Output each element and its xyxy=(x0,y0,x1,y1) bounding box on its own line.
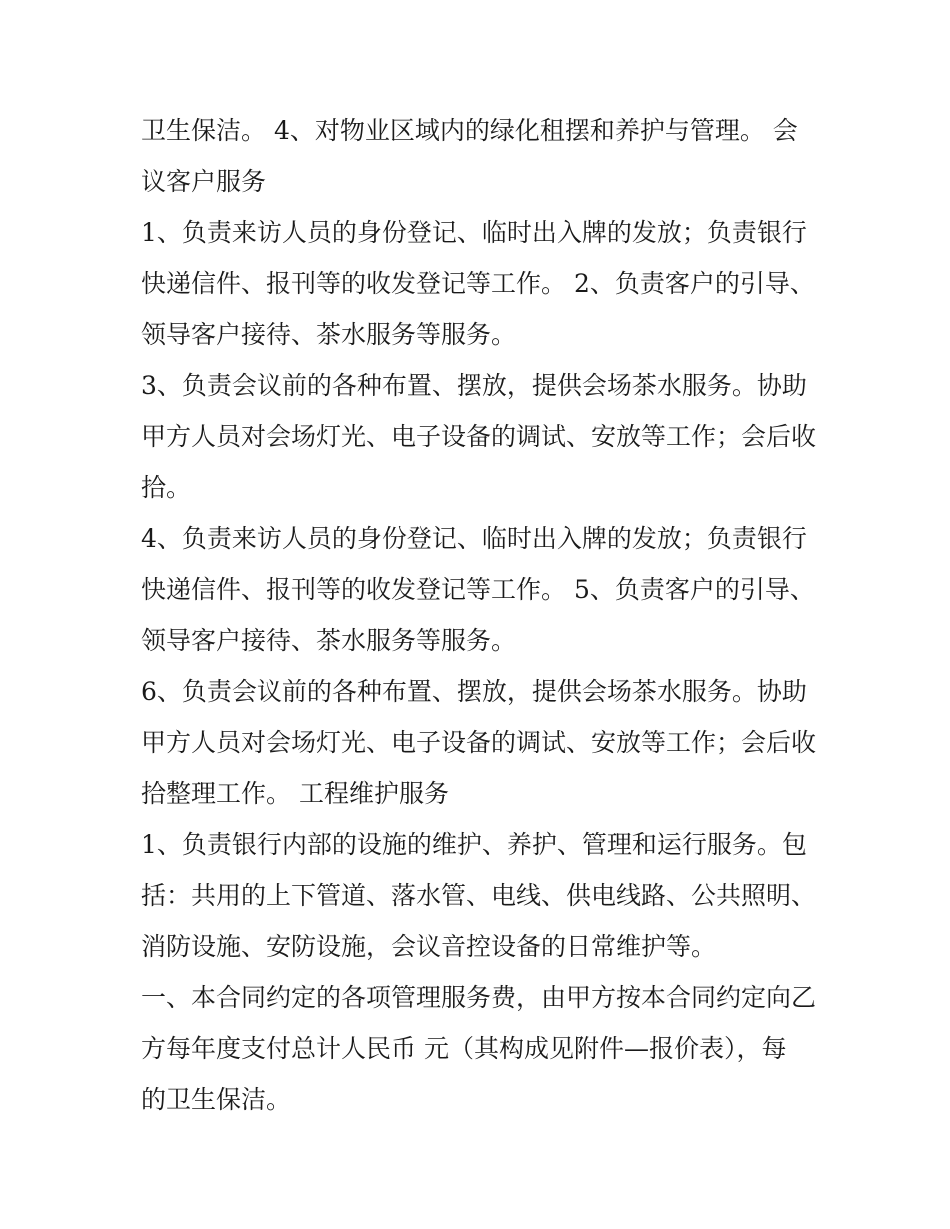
text-line: 括：共用的上下管道、落水管、电线、供电线路、公共照明、 xyxy=(141,881,817,910)
text-line: 甲方人员对会场灯光、电子设备的调试、安放等工作；会后收 xyxy=(141,422,817,451)
text-line: 1、负责银行内部的设施的维护、养护、管理和运行服务。包 xyxy=(141,830,807,859)
text-line: 消防设施、安防设施，会议音控设备的日常维护等。 xyxy=(141,932,717,961)
text-line: 1、负责来访人员的身份登记、临时出入牌的发放；负责银行 xyxy=(141,218,807,247)
text-line: 议客户服务 xyxy=(141,167,267,196)
text-line: 方每年度支付总计人民币 元（其构成见附件—报价表），每 xyxy=(141,1034,787,1063)
text-line: 一、本合同约定的各项管理服务费，由甲方按本合同约定向乙 xyxy=(141,983,817,1012)
text-line: 6、负责会议前的各种布置、摆放，提供会场茶水服务。协助 xyxy=(141,677,807,706)
text-line: 的卫生保洁。 xyxy=(141,1085,292,1114)
text-line: 卫生保洁。 4、对物业区域内的绿化租摆和养护与管理。 会 xyxy=(141,116,798,145)
text-line: 拾整理工作。 工程维护服务 xyxy=(141,779,449,808)
text-line: 领导客户接待、茶水服务等服务。 xyxy=(141,626,517,655)
text-line: 甲方人员对会场灯光、电子设备的调试、安放等工作；会后收 xyxy=(141,728,817,757)
text-line: 3、负责会议前的各种布置、摆放，提供会场茶水服务。协助 xyxy=(141,371,807,400)
text-line: 快递信件、报刊等的收发登记等工作。 2、负责客户的引导、 xyxy=(141,269,815,298)
document-body xyxy=(141,105,831,1125)
text-line: 领导客户接待、茶水服务等服务。 xyxy=(141,320,517,349)
text-line: 快递信件、报刊等的收发登记等工作。 5、负责客户的引导、 xyxy=(141,575,815,604)
text-line: 拾。 xyxy=(141,473,192,502)
text-line: 4、负责来访人员的身份登记、临时出入牌的发放；负责银行 xyxy=(141,524,807,553)
